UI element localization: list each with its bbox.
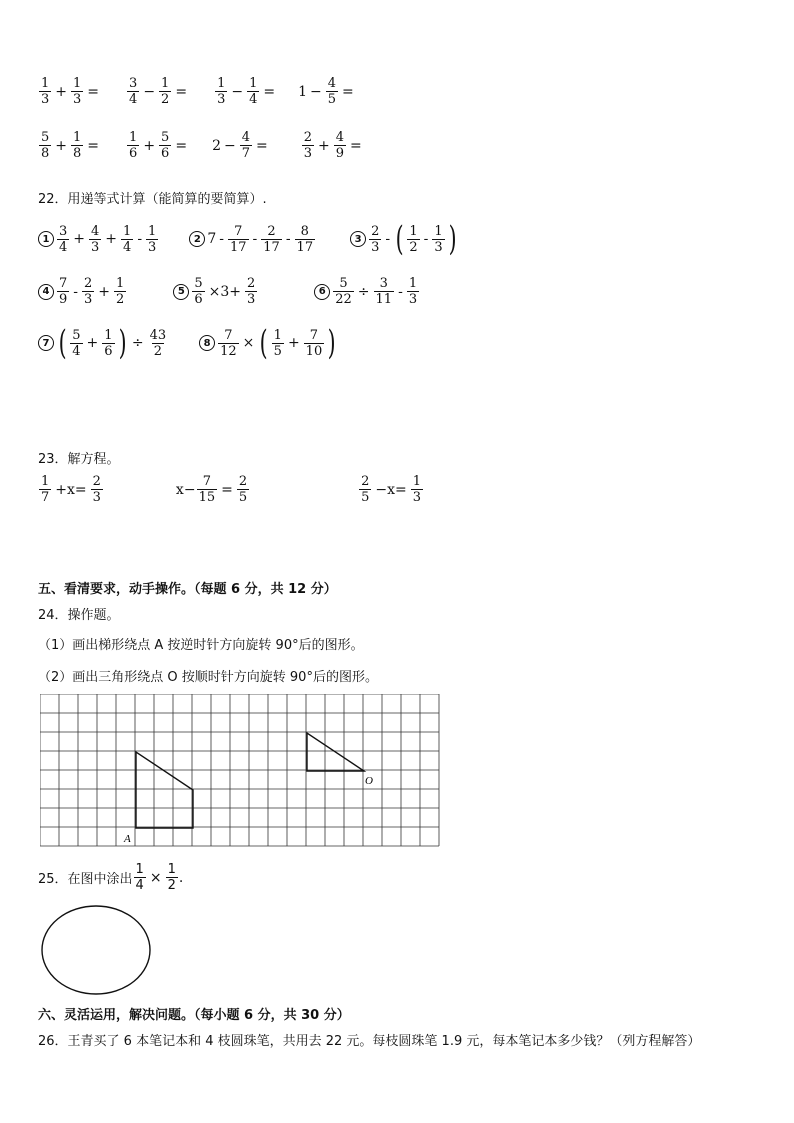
q23-eq-2: x− $\frac{7}{15}$ = $\frac{2}{5}$: [175, 474, 248, 505]
q21-expr-3: $\frac{1}{3}$ − $\frac{1}{4}$ =: [217, 76, 276, 107]
q26-text: 26．王青买了 6 本笔记本和 4 枝圆珠笔，共用去 22 元。每枝圆珠笔 1.9 元，每本笔记本多少钱？（列方程解答）: [38, 1034, 701, 1049]
q21-expr-7: 2 − $\frac{4}{7}$ =: [212, 130, 268, 161]
q21-expr-1: $\frac{1}{3}$ + $\frac{1}{3}$ =: [41, 76, 100, 107]
circled-number-6: 6: [314, 284, 330, 300]
q23-eq-1: $\frac{1}{7}$ +x= $\frac{2}{3}$: [41, 474, 101, 505]
rotation-grid: [40, 694, 440, 850]
point-o-label: O: [365, 775, 373, 787]
point-a-label: A: [124, 833, 131, 845]
q23-eq-3: $\frac{2}{5}$ −x= $\frac{1}{3}$: [361, 474, 422, 505]
q24-title: 24．操作题。: [38, 608, 120, 623]
q21-expr-5: $\frac{5}{8}$ + $\frac{1}{8}$ =: [41, 130, 100, 161]
q22-row-3: [38, 323, 338, 363]
q21-expr-6: $\frac{1}{6}$ + $\frac{5}{6}$ =: [129, 130, 188, 161]
q22-row-2: [38, 276, 420, 307]
section-5-title: 五、看清要求，动手操作。（每题 6 分，共 12 分）: [38, 582, 337, 597]
q24-part-1: （1）画出梯形绕点 A 按逆时针方向旋转 90°后的图形。: [38, 638, 364, 653]
q22-item-4: 4 $\frac{7}{9}$ - $\frac{2}{3}$ + $\frac{1}{2}$: [38, 276, 127, 307]
q25-fraction-2: $\frac{1}{2}$: [167, 862, 176, 893]
q22-item-7: 7 ( $\frac{5}{4}$ + $\frac{1}{6}$ ) ÷ $\frac{43}{2}$: [38, 326, 169, 360]
q23-equations: [38, 474, 424, 505]
circled-number-4: 4: [38, 284, 54, 300]
circled-number-7: 7: [38, 335, 54, 351]
triangle-shape: [307, 733, 364, 771]
q21-expr-4: 1 − $\frac{4}{5}$ =: [298, 76, 354, 107]
section-6-title: 六、灵活运用，解决问题。（每小题 6 分，共 30 分）: [38, 1008, 350, 1023]
q25-fraction-1: $\frac{1}{4}$: [135, 862, 144, 893]
q22-row-1: [38, 219, 459, 259]
q22-item-8: 8 $\frac{7}{12}$ × ( $\frac{1}{5}$ + $\frac{7}{10}$ ): [199, 326, 338, 360]
circled-number-3: 3: [350, 231, 366, 247]
q25-line: 25．在图中涂出 $\frac{1}{4}$ × $\frac{1}{2}$ .: [38, 862, 184, 893]
q21-expr-2: $\frac{3}{4}$ − $\frac{1}{2}$ =: [129, 76, 188, 107]
q23-title: 23．解方程。: [38, 452, 120, 467]
grid-lines: [40, 694, 439, 846]
q22-title: 22．用递等式计算（能简算的要简算）.: [38, 192, 267, 207]
q22-item-3: 3 $\frac{2}{3}$ - ( $\frac{1}{2}$ - $\frac{1}{3}$ ): [350, 222, 459, 256]
q21-row-2: [38, 130, 365, 161]
q22-item-1: 1 $\frac{3}{4}$ + $\frac{4}{3}$ + $\frac{1}{4}$ - $\frac{1}{3}$: [38, 224, 159, 255]
circle-shape: [38, 903, 154, 997]
trapezoid-shape: [136, 752, 193, 828]
q22-item-5: 5 $\frac{5}{6}$ ×3+ $\frac{2}{3}$: [173, 276, 258, 307]
q22-item-6: 6 $\frac{5}{22}$ ÷ $\frac{3}{11}$ - $\frac{1}{3}$: [314, 276, 420, 307]
q22-item-2: 2 7 - $\frac{7}{17}$ - $\frac{2}{17}$ - $\frac{8}{17}$: [189, 224, 316, 255]
circled-number-8: 8: [199, 335, 215, 351]
circled-number-1: 1: [38, 231, 54, 247]
circled-number-5: 5: [173, 284, 189, 300]
q21-row-1: [38, 76, 357, 107]
q21-expr-8: $\frac{2}{3}$ + $\frac{4}{9}$ =: [303, 130, 362, 161]
circled-number-2: 2: [189, 231, 205, 247]
q24-part-2: （2）画出三角形绕点 O 按顺时针方向旋转 90°后的图形。: [38, 670, 378, 685]
